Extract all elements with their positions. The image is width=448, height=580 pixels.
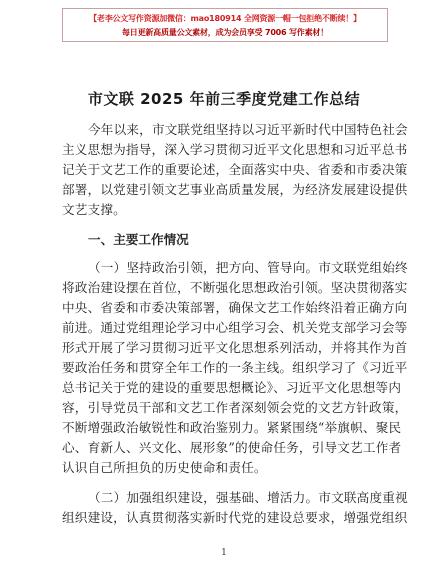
item-1-line: 容，引导党员干部和文艺工作者深刻领会党的文艺方针政策， [62, 400, 408, 415]
intro-line: 部署，以党建引领文艺事业高质量发展，为经济发展建设提供 [62, 182, 408, 197]
item-2-paragraph [62, 488, 408, 528]
item-1-line: 前进。通过党组理论学习中心组学习会、机关党支部学习会等 [62, 320, 408, 335]
document-body [62, 120, 408, 538]
intro-paragraph [62, 120, 408, 220]
document-title: 市文联 2025 年前三季度党建工作总结 [87, 90, 361, 108]
item-1-line: 认识自己所担负的历史使命和责任。 [62, 460, 267, 475]
item-1-line: 总书记关于党的建设的重要思想概论》、习近平文化思想等内 [62, 380, 402, 395]
item-2-line: 组织建设，认真贯彻落实新时代党的建设总要求，增强党组织 [62, 510, 408, 525]
item-2-line: （二）加强组织建设，强基础、增活力。市文联高度重视 [88, 490, 408, 505]
item-1-line: （一）坚持政治引领，把方向、管导向。市文联党组始终 [88, 260, 408, 275]
intro-line: 文艺支撑。 [62, 202, 126, 217]
section-heading: 一、主要工作情况 [88, 232, 189, 247]
item-1-line: 中央、省委和市委决策部署，确保文艺工作始终沿着正确方向 [62, 300, 408, 315]
page-number: 1 [221, 548, 227, 558]
item-1-line: 形式开展了学习贯彻习近平文化思想系列活动，并将其作为首 [62, 340, 408, 355]
promo-banner-line-2: 每日更新高质量公文素材，成为会员享受 7006 写作素材！ [121, 28, 329, 37]
item-1-paragraph [62, 258, 408, 478]
promo-banner-line-1: 【老李公文写作资源加微信：mao180914 全网资源一帽一包拒绝不断续！】 [89, 14, 361, 23]
item-1-line: 不断增强政治敏锐性和政治鉴别力。紧紧围绕“举旗帜、聚民 [62, 420, 402, 435]
item-1-line: 要政治任务和贯穿全年工作的一条主线。组织学习了《习近平 [62, 360, 408, 375]
item-1-line: 心、育新人、兴文化、展形象”的使命任务，引导文艺工作者 [62, 440, 402, 455]
intro-line: 记关于文艺工作的重要论述，全面落实中央、省委和市委决策 [62, 162, 408, 177]
intro-line: 主义思想为指导，深入学习贯彻习近平文化思想和习近平总书 [62, 142, 408, 157]
item-1-line: 将政治建设摆在首位，不断强化思想政治引领。坚决贯彻落实 [62, 280, 408, 295]
intro-line: 今年以来，市文联党组坚持以习近平新时代中国特色社会 [88, 122, 408, 137]
promo-banner [62, 8, 388, 42]
